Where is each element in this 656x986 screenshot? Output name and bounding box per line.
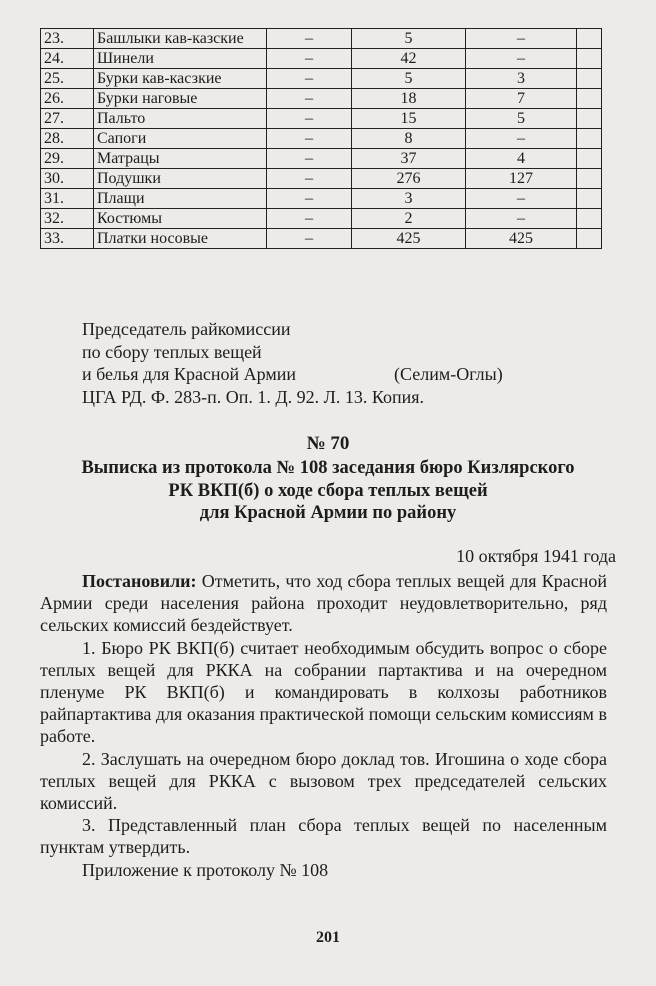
- table-cell-c1: –: [267, 69, 352, 89]
- table-cell-name: Плащи: [94, 189, 267, 209]
- table-cell-c1: –: [267, 169, 352, 189]
- table-cell-num: 25.: [41, 69, 94, 89]
- archive-reference: ЦГА РД. Ф. 283-п. Оп. 1. Д. 92. Л. 13. Копия.: [82, 386, 424, 407]
- table-cell-c2: 42: [352, 49, 466, 69]
- table-cell-c4: [577, 189, 602, 209]
- table-cell-c3: 7: [466, 89, 577, 109]
- table-cell-name: Бурки наговые: [94, 89, 267, 109]
- table-cell-c1: –: [267, 49, 352, 69]
- decided-label: Постановили:: [82, 571, 197, 591]
- table-cell-c2: 18: [352, 89, 466, 109]
- table-cell-c3: –: [466, 29, 577, 49]
- table-cell-num: 30.: [41, 169, 94, 189]
- table-cell-c4: [577, 49, 602, 69]
- document-number: № 70: [306, 433, 350, 454]
- table-cell-num: 29.: [41, 149, 94, 169]
- table-cell-c4: [577, 129, 602, 149]
- title-line-2: РК ВКП(б) о ходе сбора теплых вещей: [168, 480, 488, 501]
- table-cell-c3: 127: [466, 169, 577, 189]
- item-3: 3. Представленный план сбора теплых вещей по населенным пунктам утвердить.: [40, 815, 607, 858]
- document-body: [40, 570, 607, 881]
- table-cell-c3: 4: [466, 149, 577, 169]
- table-row: [41, 89, 602, 109]
- table-cell-num: 26.: [41, 89, 94, 109]
- table-cell-c1: –: [267, 149, 352, 169]
- table-row: [41, 49, 602, 69]
- item-2: 2. Заслушать на очередном бюро доклад тов. Игошина о ходе сбора теплых вещей для РККА с вызовом трех председателей сельских комиссий.: [40, 748, 607, 814]
- table-row: [41, 149, 602, 169]
- signature-block: [82, 318, 503, 408]
- table-cell-c2: 5: [352, 69, 466, 89]
- table-cell-name: Башлыки кав-казские: [94, 29, 267, 49]
- document-title: [40, 457, 616, 525]
- table-cell-name: Пальто: [94, 109, 267, 129]
- table-cell-c2: 37: [352, 149, 466, 169]
- table-cell-c3: 425: [466, 229, 577, 249]
- table-cell-c1: –: [267, 209, 352, 229]
- table-cell-c1: –: [267, 29, 352, 49]
- table-cell-c3: –: [466, 209, 577, 229]
- table-cell-num: 33.: [41, 229, 94, 249]
- decided-text: Отметить, что ход сбора теплых вещей для Красной Армии среди населения района проходит неудовлетворительно, ряд сельских комиссий бездействует.: [40, 571, 607, 636]
- table-cell-num: 28.: [41, 129, 94, 149]
- table-cell-c4: [577, 209, 602, 229]
- table-cell-c4: [577, 229, 602, 249]
- table-cell-c4: [577, 69, 602, 89]
- table-cell-num: 31.: [41, 189, 94, 209]
- table-cell-c2: 425: [352, 229, 466, 249]
- table-cell-c4: [577, 89, 602, 109]
- table-cell-num: 32.: [41, 209, 94, 229]
- title-line-1: Выписка из протокола № 108 заседания бюро Кизлярского: [81, 458, 575, 478]
- table-cell-c1: –: [267, 89, 352, 109]
- table-cell-c3: 3: [466, 69, 577, 89]
- table-cell-c2: 8: [352, 129, 466, 149]
- table-cell-c3: 5: [466, 109, 577, 129]
- inventory-table: [40, 28, 602, 249]
- table-cell-name: Сапоги: [94, 129, 267, 149]
- decision-paragraph: [40, 570, 607, 637]
- table-cell-name: Шинели: [94, 49, 267, 69]
- table-cell-c4: [577, 109, 602, 129]
- table-cell-c2: 5: [352, 29, 466, 49]
- table-cell-c2: 2: [352, 209, 466, 229]
- table-row: [41, 129, 602, 149]
- document-date: 10 октября 1941 года: [456, 546, 616, 566]
- table-cell-c3: –: [466, 129, 577, 149]
- table-cell-name: Костюмы: [94, 209, 267, 229]
- table-row: [41, 229, 602, 249]
- signature-line-3: и белья для Красной Армии: [82, 364, 297, 384]
- table-cell-c2: 276: [352, 169, 466, 189]
- table-cell-name: Подушки: [94, 169, 267, 189]
- table-row: [41, 189, 602, 209]
- table-cell-c2: 3: [352, 189, 466, 209]
- table-row: [41, 109, 602, 129]
- table-cell-c4: [577, 29, 602, 49]
- title-line-3: для Красной Армии по району: [199, 503, 457, 523]
- table-cell-name: Бурки кав-касзкие: [94, 69, 267, 89]
- table-cell-num: 27.: [41, 109, 94, 129]
- page-number: 201: [316, 929, 340, 946]
- table-row: [41, 29, 602, 49]
- signature-line-1: Председатель райкомиссии: [82, 319, 291, 339]
- table-cell-c1: –: [267, 109, 352, 129]
- table-cell-name: Платки носовые: [94, 229, 267, 249]
- table-cell-c1: –: [267, 129, 352, 149]
- signatory-name: (Селим-Оглы): [394, 364, 503, 384]
- table-row: [41, 209, 602, 229]
- signature-line-2: по сбору теплых вещей: [82, 341, 262, 362]
- table-cell-c1: –: [267, 189, 352, 209]
- table-cell-c2: 15: [352, 109, 466, 129]
- table-cell-name: Матрацы: [94, 149, 267, 169]
- table-cell-num: 23.: [41, 29, 94, 49]
- table-cell-num: 24.: [41, 49, 94, 69]
- table-row: [41, 169, 602, 189]
- item-1: 1. Бюро РК ВКП(б) считает необходимым обсудить вопрос о сборе теплых вещей для РККА на собрании партактива и на очередном пленуме РК ВКП(б) и командировать в колхозы работников райпартактива для оказания практической помощи сельским комиссиям в работе.: [40, 637, 607, 747]
- table-cell-c3: –: [466, 189, 577, 209]
- table-cell-c3: –: [466, 49, 577, 69]
- table-row: [41, 69, 602, 89]
- table-cell-c4: [577, 149, 602, 169]
- table-cell-c1: –: [267, 229, 352, 249]
- table-cell-c4: [577, 169, 602, 189]
- appendix-note: Приложение к протоколу № 108: [82, 859, 329, 880]
